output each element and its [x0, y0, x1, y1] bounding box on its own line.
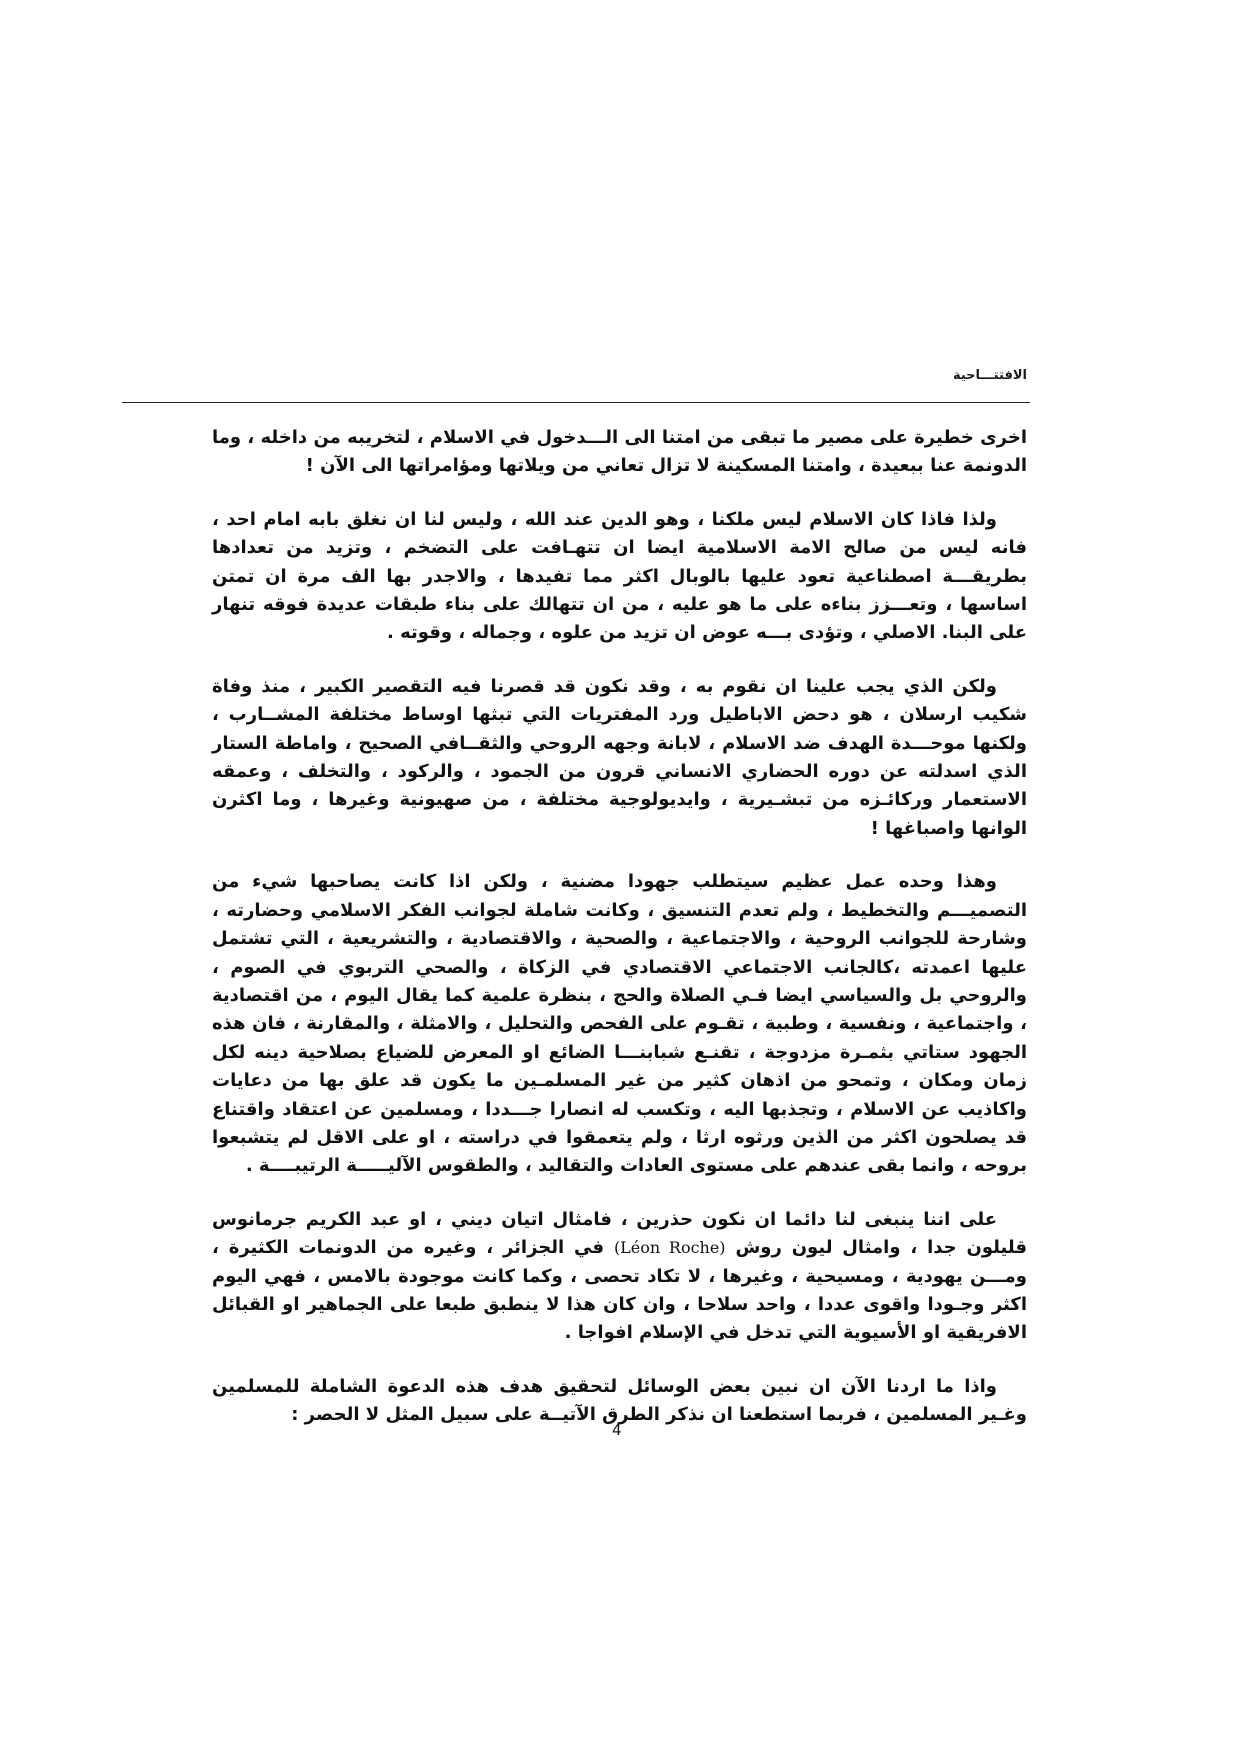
paragraph-1: اخرى خطيرة على مصير ما تبقى من امتنا الى الـــدخول في الاسلام ، لتخريبه من داخله ، وما الدونمة عنا ببعيدة ، وامتنا المسكينة لا تزال تعاني من ويلاتها ومؤامراتها الى الآن ! [212, 427, 1027, 477]
paragraph-4: وهذا وحده عمل عظيم سيتطلب جهودا مضنية ، ولكن اذا كانت يصاحبها شيء من التصميـــم والتخطيط ، ولم تعدم التنسيق ، وكانت شاملة لجوانب الفكر الاسلامي وحضارته ، وشارحة للجوانب الروحية ، والاجتماعية ، والصحية ، والاقتصادية ، والتشريعية ، التي تشتمل عليها اعمدته ،كالجانب الاجتماعي الاقتصادي في الزكاة ، والصحي التربوي في الصوم ، والروحي بل والسياسي ايضا فـي الصلاة والحج ، بنظرة علمية كما يقال اليوم ، من اقتصادية ، واجتماعية ، ونفسية ، وطبية ، تقـوم على الفحص والتحليل ، والامثلة ، والمقارنة ، فان هذه الجهود ستاتي بثمـرة مزدوجة ، تقنـع شبابنـــا الضائع او المعرض للضياع بصلاحية دينه لكل زمان ومكان ، وتمحو من اذهان كثير من غير المسلمـين ما يكون قد علق بها من دعايات واكاذيب عن الاسلام ، وتجذبها اليه ، وتكسب له انصارا جـــددا ، ومسلمين عن اعتقاد واقتناع قد يصلحون اكثر من الذين ورثوه ارثا ، ولم يتعمقوا في دراسته ، او على الاقل لم يتشبعوا بروحه ، وانما بقى عندهم على مستوى العادات والتقاليد ، والطقوس الآليـــــة الرتيبــــة . [212, 871, 1027, 1177]
paragraph-2: ولذا فاذا كان الاسلام ليس ملكنا ، وهو الدين عند الله ، وليس لنا ان نغلق بابه امام احد ، فانه ليس من صالح الامة الاسلامية ايضا ان تتهـافت على التضخم ، وتزيد من تعدادها بطريقـــة اصطناعية تعود عليها بالوبال اكثر مما تفيدها ، والاجدر بها الف مرة ان تمتن اساسها ، وتعـــزز بناءه على ما هو عليه ، من ان تتهالك على بناء طبقات عديدة فوقه تنهار على البنا. الاصلي ، وتؤدى بـــه عوض ان تزيد من علوه ، وجماله ، وقوته . [212, 508, 1027, 644]
latin-name-leon-roche: (Léon Roche) [613, 1238, 726, 1258]
running-header-title: الافتتـــاحية [952, 368, 1027, 383]
paragraph-5-part-2: في الجزائر ، وغيره من الدونمات الكثيرة ، ومـــن يهودية ، ومسيحية ، وغيرها ، لا تكاد تحصى ، وكما كانت موجودة بالامس ، فهي اليوم اكثر وجـودا واقوى عددا ، واحد سلاحا ، وان كان هذا لا ينطبق طبعا على الجماهير او القبائل الافريقية او الأسيوية التي تدخل في الإسلام افواجا . [212, 1237, 1027, 1344]
paragraph-6: واذا ما اردنا الآن ان نبين بعض الوسائل لتحقيق هدف هذه الدعوة الشاملة للمسلمين وغـير المسلمين ، فربما استطعنا ان نذكر الطرق الآتيــة على سبيل المثل لا الحصر : [212, 1375, 1027, 1426]
page-number: 4 [612, 1421, 622, 1439]
paragraph-5 [212, 1206, 1027, 1348]
paragraph-5-part-1: على اننا ينبغى لنا دائما ان نكون حذرين ، فامثال اتيان ديني ، او عبد الكريم جرمانوس قليلون جدا ، وامثال ليون روش [212, 1208, 1027, 1259]
header-divider [122, 402, 1030, 403]
article-body [212, 424, 1027, 1430]
paragraph-3: ولكن الذي يجب علينا ان نقوم به ، وقد نكون قد قصرنا فيه التقصير الكبير ، منذ وفاة شكيب ارسلان ، هو دحض الاباطيل ورد المفتريات التي تبثها اوساط مختلفة المشــارب ، ولكنها موحـــدة الهدف ضد الاسلام ، لابانة وجهه الروحي والثقــافي الصحيح ، واماطة الستار الذي اسدلته عن دوره الحضاري الانساني قرون من الجمود ، والركود ، والتخلف ، وعمقه الاستعمار وركائـزه من تبشـيرية ، وايديولوجية مختلفة ، من صهيونية وغيرها ، وما اكثرن الوانها واصباغها ! [212, 675, 1027, 839]
